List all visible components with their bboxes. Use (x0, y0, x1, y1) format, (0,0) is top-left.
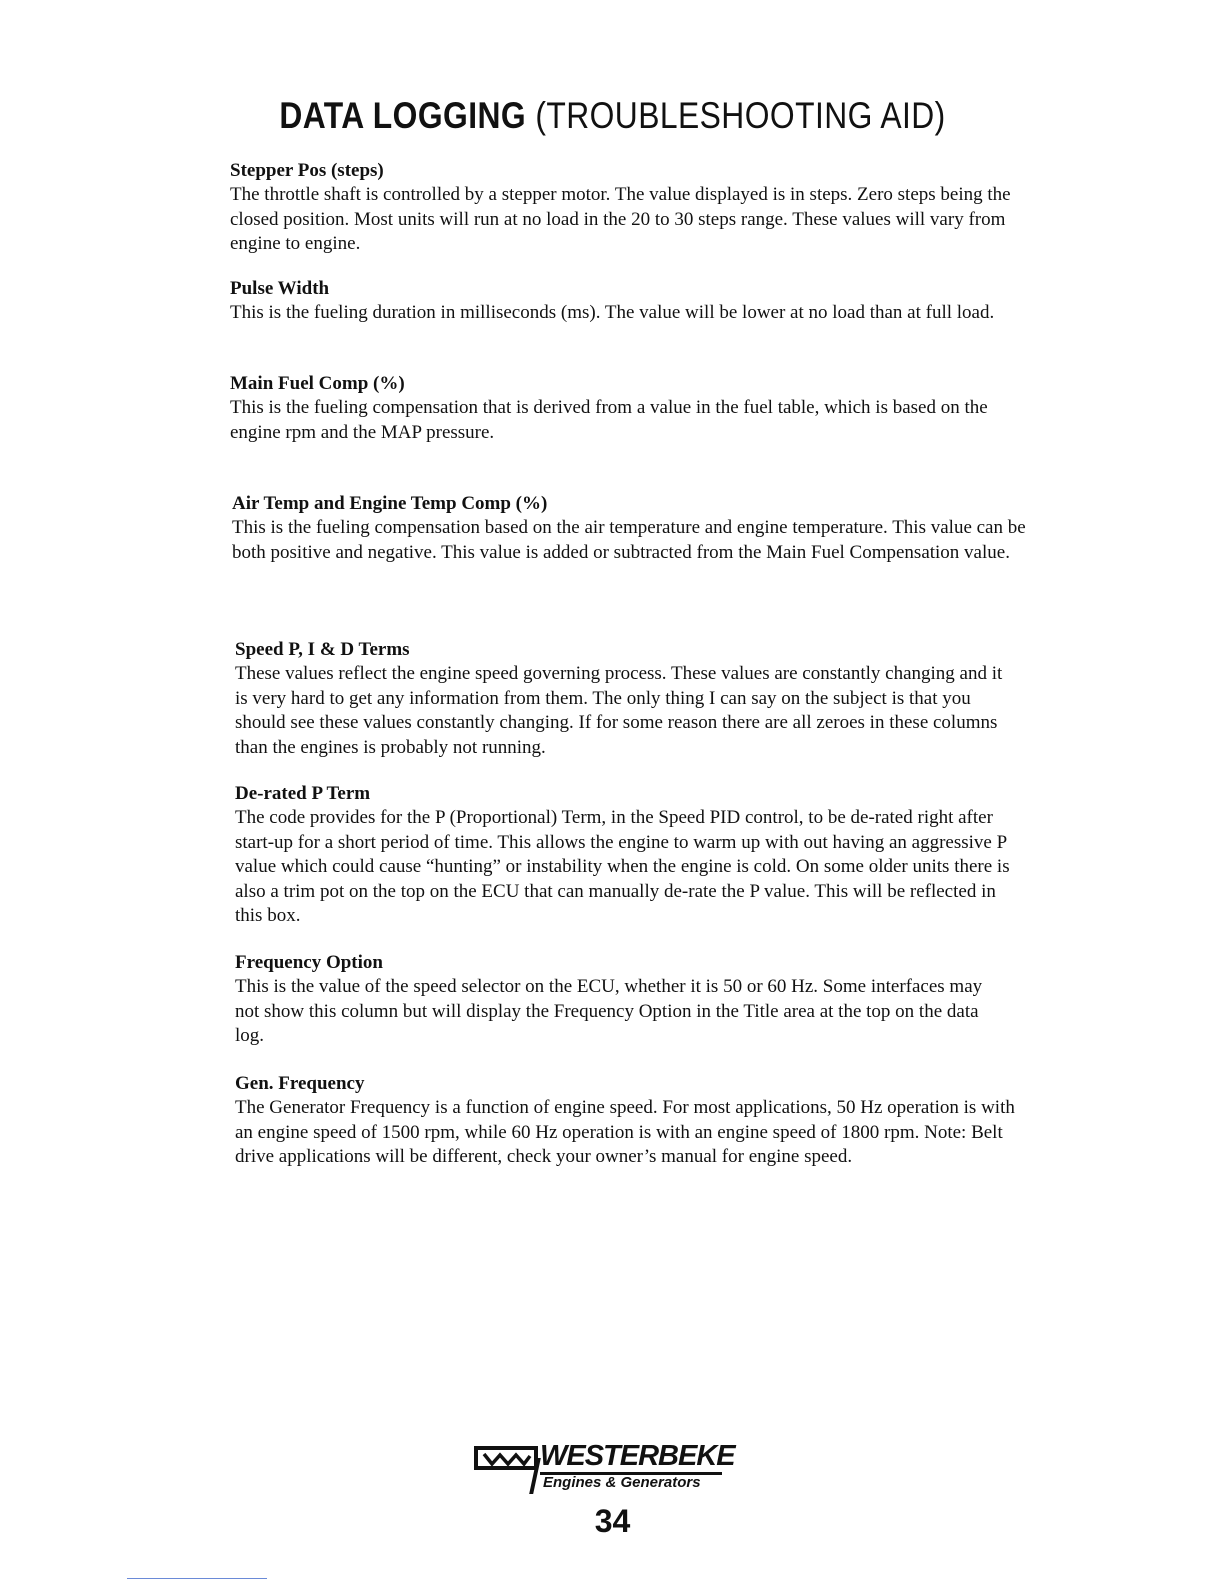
scan-divider (127, 1578, 267, 1579)
section-heading: Frequency Option (235, 952, 383, 973)
westerbeke-logo (474, 1440, 764, 1491)
section-body: This is the fueling duration in milliseconds (ms). The value will be lower at no load than at full load. (230, 302, 995, 323)
page-number: 34 (594, 1503, 631, 1539)
section-heading: Pulse Width (230, 278, 330, 299)
section-derated-p-term (235, 782, 1035, 929)
section-gen-frequency (235, 1072, 1035, 1170)
westerbeke-badge-icon (474, 1446, 538, 1470)
logo-tagline: Engines & Generators (543, 1474, 701, 1491)
section-body: This is the fueling compensation that is derived from a value in the fuel table, which is based on the engine rpm and the MAP pressure. (230, 397, 988, 443)
section-stepper-pos (230, 159, 1030, 257)
section-pulse-width (230, 277, 1030, 326)
section-body: The Generator Frequency is a function of engine speed. For most applications, 50 Hz operation is with an engine speed of 1500 rpm, while 60 Hz operation is with an engine speed of 1800 rpm. Note: Belt drive applications will be different, check your owner’s manual for engine speed. (235, 1097, 1015, 1167)
section-body: The code provides for the P (Proportional) Term, in the Speed PID control, to be de-rated right after start-up for a short period of time. This allows the engine to warm up with out having an aggressive P value which could cause “hunting” or instability when the engine is cold. On some older units there is also a trim pot on the top on the ECU that can manually de-rate the P value. This will be reflected in this box. (235, 807, 1010, 926)
section-heading: Air Temp and Engine Temp Comp (%) (232, 493, 548, 514)
section-heading: Speed P, I & D Terms (235, 639, 410, 660)
section-body: This is the fueling compensation based on the air temperature and engine temperature. This value can be both positive and negative. This value is added or subtracted from the Main Fuel Compensation value. (232, 517, 1026, 563)
section-main-fuel-comp (230, 372, 1030, 445)
section-body: The throttle shaft is controlled by a stepper motor. The value displayed is in steps. Zero steps being the closed position. Most units will run at no load in the 20 to 30 steps range. These values will vary from engine to engine. (230, 184, 1011, 254)
section-body: This is the value of the speed selector on the ECU, whether it is 50 or 60 Hz. Some interfaces may not show this column but will display the Frequency Option in the Title area at the top on the data log. (235, 976, 983, 1046)
section-heading: Main Fuel Comp (%) (230, 373, 405, 394)
section-frequency-option (235, 951, 1035, 1049)
section-speed-pid-terms (235, 638, 1035, 760)
page-title (86, 95, 1140, 137)
logo-brand-name: WESTERBEKE (540, 1440, 735, 1472)
section-air-engine-temp-comp (232, 492, 1032, 565)
section-body: These values reflect the engine speed governing process. These values are constantly changing and it is very hard to get any information from them. The only thing I can say on the subject is that you should see these values constantly changing. If for some reason there are all zeroes in these columns than the engines is probably not running. (235, 663, 1003, 758)
section-heading: De-rated P Term (235, 783, 371, 804)
page-title-subtitle: (TROUBLESHOOTING AID) (535, 94, 946, 136)
page-title-main: DATA LOGGING (279, 94, 527, 136)
section-heading: Gen. Frequency (235, 1073, 365, 1094)
section-heading: Stepper Pos (steps) (230, 160, 384, 181)
